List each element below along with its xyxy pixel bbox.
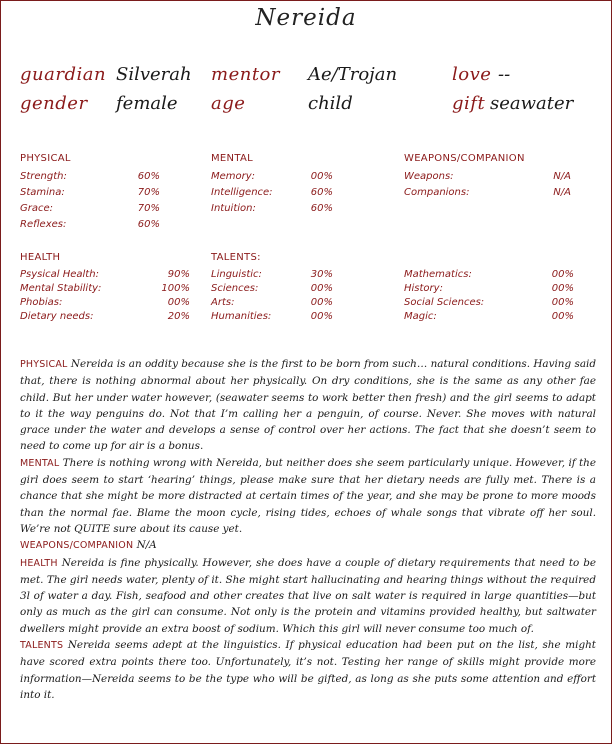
stat-label: Mental Stability: (20, 283, 102, 294)
mental-section-title: MENTAL (211, 153, 253, 164)
stat-label: Sciences: (211, 283, 259, 294)
paragraph-label: WEAPONS/COMPANION (20, 540, 134, 552)
gender-value: female (116, 93, 178, 114)
stat-label: Mathematics: (404, 269, 472, 280)
stat-value: 00% (551, 311, 574, 322)
stat-label: Humanities: (211, 311, 272, 322)
paragraph-label: MENTAL (20, 457, 60, 469)
paragraph-text: Nereida seems adept at the linguistics. If physical education had been put on the list, she might have scored extra points there too. Unfortunately, it’s not. Testing her range of skills might provide more information—Nereida seems to be the type who will be gifted, as long as she puts some attention and effort into it. (20, 639, 596, 701)
weapons-section-title: WEAPONS/COMPANION (404, 153, 525, 164)
stat-value: 00% (310, 297, 333, 308)
stat-label: Magic: (404, 311, 437, 322)
stat-value: 00% (551, 297, 574, 308)
health-paragraph (20, 555, 596, 637)
paragraph-text: There is nothing wrong with Nereida, but neither does she seem particularly unique. However, if the girl does seem to start ‘hearing’ things, please make sure that her dietary needs are fully met. There is a chance that she might be more distracted at certain times of the year, and she may be prone to more moods than the normal fae. Blame the moon cycle, rising tides, echoes of whale songs that vibrate off her soul. We’re not QUITE sure about its cause yet. (20, 456, 596, 535)
stat-label: Dietary needs: (20, 311, 94, 322)
stat-label: Psysical Health: (20, 269, 99, 280)
stat-value: 00% (310, 311, 333, 322)
stat-label: Weapons: (404, 171, 454, 182)
paragraph-text: Nereida is an oddity because she is the first to be born from such… natural conditions. Having said that, there is nothing abnormal about her physically. On dry conditions, she is the same as any other fae child. But her under water however, (seawater seems to work better then fresh) and the girl seems to adapt to it the way penguins do. Not that I’m calling her a penguin, of course. Never. She moves with natural grace under the water and develops a sense of control over her actions. The fact that she doesn’t seem to need to come up for air is a bonus. (20, 358, 597, 453)
stat-value: N/A (553, 171, 571, 182)
paragraph-label: HEALTH (20, 557, 58, 569)
paragraph-text: Nereida is fine physically. However, she does have a couple of dietary requirements that need to be met. The girl needs water, plenty of it. She might start hallucinating and hearing things without the required 3l of water a day. Fish, seafood and other creates that live on salt water is required in large quantities—but only as much as the girl can consume. Not only is the protein and vitamins provided healthy, but saltwater dwellers might provide an extra boost of sodium. Which this girl will never consume too much of. (20, 556, 596, 635)
health-section-title: HEALTH (20, 252, 61, 263)
stat-value: 100% (161, 283, 190, 294)
stat-value: 70% (137, 203, 160, 214)
stat-value: 60% (137, 219, 160, 230)
stat-label: Reflexes: (20, 219, 67, 230)
paragraph-label: TALENTS (20, 640, 64, 652)
stat-label: Arts: (211, 297, 235, 308)
stat-value: 60% (310, 203, 333, 214)
talents-paragraph (20, 637, 596, 703)
gift-label: gift (452, 93, 486, 114)
weapons-paragraph (20, 537, 596, 554)
stat-value: 00% (551, 269, 574, 280)
age-value: child (308, 93, 353, 114)
paragraph-text: N/A (136, 539, 157, 552)
stat-value: 70% (137, 187, 160, 198)
age-label: age (211, 93, 246, 114)
guardian-label: guardian (20, 64, 107, 85)
gift-value: seawater (490, 93, 574, 114)
stat-label: Phobias: (20, 297, 63, 308)
stat-label: Intelligence: (211, 187, 273, 198)
stat-value: 00% (310, 171, 333, 182)
stat-label: Grace: (20, 203, 54, 214)
stat-label: Intuition: (211, 203, 256, 214)
gender-label: gender (20, 93, 88, 114)
stat-value: 00% (551, 283, 574, 294)
love-label: love (452, 64, 492, 85)
stat-value: N/A (553, 187, 571, 198)
stat-label: Stamina: (20, 187, 65, 198)
paragraph-label: PHYSICAL (20, 359, 68, 370)
page-title: Nereida (255, 5, 357, 31)
stat-label: History: (404, 283, 443, 294)
stat-label: Strength: (20, 171, 67, 182)
physical-section-title: PHYSICAL (20, 153, 71, 164)
love-value: -- (498, 64, 511, 85)
stat-value: 00% (167, 297, 190, 308)
stat-value: 20% (167, 311, 190, 322)
guardian-value: Silverah (116, 64, 192, 85)
stat-label: Memory: (211, 171, 256, 182)
stat-label: Companions: (404, 187, 470, 198)
talents-section-title: TALENTS: (211, 252, 261, 263)
stat-value: 60% (310, 187, 333, 198)
mental-paragraph (20, 455, 596, 537)
stat-value: 90% (167, 269, 190, 280)
mentor-value: Ae/Trojan (308, 64, 398, 85)
stat-value: 60% (137, 171, 160, 182)
stat-value: 00% (310, 283, 333, 294)
description-body (20, 356, 596, 703)
stat-label: Linguistic: (211, 269, 262, 280)
stat-value: 30% (310, 269, 333, 280)
stat-label: Social Sciences: (404, 297, 485, 308)
physical-paragraph (20, 356, 596, 455)
mentor-label: mentor (211, 64, 280, 85)
